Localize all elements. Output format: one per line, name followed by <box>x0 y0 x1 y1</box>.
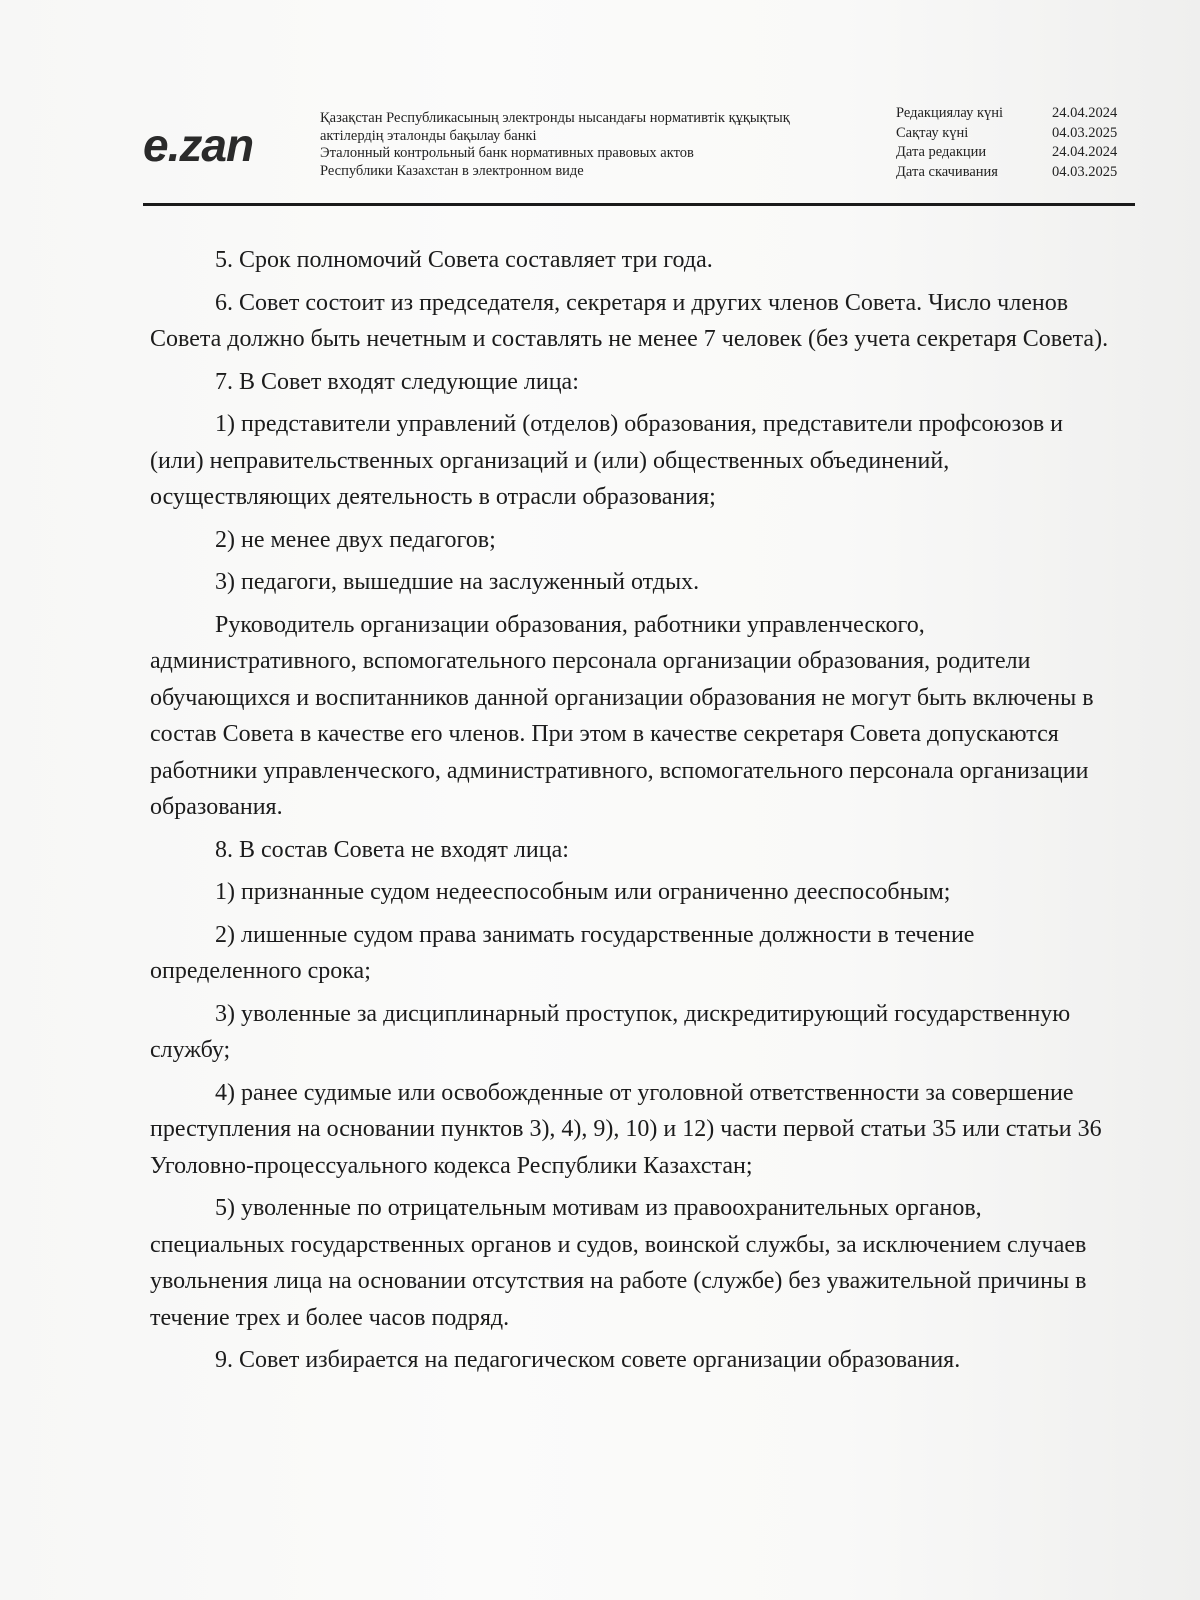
meta-row <box>896 143 1142 163</box>
paragraph: 6. Совет состоит из председателя, секретаря и других членов Совета. Число членов Совета должно быть нечетным и составлять не менее 7 человек (без учета секретаря Совета). <box>150 289 1109 352</box>
list-item: 3) уволенные за дисциплинарный проступок, дискредитирующий государственную службу; <box>150 1000 1071 1063</box>
meta-row <box>896 124 1142 144</box>
meta-row <box>896 163 1142 183</box>
meta-label: Дата скачивания <box>896 163 998 180</box>
list-item: 4) ранее судимые или освобожденные от уголовной ответственности за совершение преступления на основании пунктов 3), 4), 9), 10) и 12) части первой статьи 35 или статьи 36 Уголовно-процессуального кодекса Республики Казахстан; <box>150 1079 1102 1179</box>
list-item: 5) уволенные по отрицательным мотивам из правоохранительных органов, специальных государственных органов и судов, воинской службы, за исключением случаев увольнения лица на основании отсутствия на работе (службе) без уважительной причины в течение трех и более часов подряд. <box>150 1195 1087 1331</box>
meta-value: 24.04.2024 <box>1052 144 1118 160</box>
header-title-line: Қазақстан Республикасының электронды нысандағы нормативтік құқықтық <box>320 110 790 126</box>
header-divider <box>143 203 1135 206</box>
list-item: 3) педагоги, вышедшие на заслуженный отдых. <box>215 569 700 595</box>
paragraph: 9. Совет избирается на педагогическом совете организации образования. <box>215 1347 961 1373</box>
list-item: 1) представители управлений (отделов) образования, представители профсоюзов и (или) неправительственных организаций и (или) общественных объединений, осуществляющих деятельность в отрасли образования; <box>150 411 1063 510</box>
header-title-line: Эталонный контрольный банк нормативных правовых актов <box>320 145 694 161</box>
header-title-line: актілердің эталонды бақылау банкі <box>320 127 537 144</box>
header-title <box>320 110 860 180</box>
meta-label: Сақтау күні <box>896 124 969 141</box>
list-item: 2) лишенные судом права занимать государственные должности в течение определенного срока; <box>150 921 975 984</box>
document-body <box>150 242 1115 1385</box>
header-title-line: Республики Казахстан в электронном виде <box>320 162 584 179</box>
ezan-logo: e.zan <box>143 119 254 171</box>
meta-label: Редакциялау күні <box>896 105 1004 121</box>
meta-row <box>896 104 1142 124</box>
paragraph: 8. В состав Совета не входят лица: <box>215 836 569 863</box>
list-item: 2) не менее двух педагогов; <box>215 526 496 553</box>
meta-label: Дата редакции <box>896 144 987 160</box>
meta-value: 24.04.2024 <box>1052 105 1118 121</box>
meta-value: 04.03.2025 <box>1052 124 1118 141</box>
list-item: 1) признанные судом недееспособным или ограниченно дееспособным; <box>215 879 951 905</box>
edition-dates-table <box>896 104 1142 182</box>
paragraph: 5. Срок полномочий Совета составляет три года. <box>215 247 713 273</box>
paragraph: Руководитель организации образования, работники управленческого, административного, вспомогательного персонала организации образования, родители обучающихся и воспитанников данной организации образования не могут быть включены в состав Совета в качестве его членов. При этом в качестве секретаря Совета допускаются работники управленческого, административного, вспомогательного персонала организации образования. <box>150 611 1094 820</box>
paragraph: 7. В Совет входят следующие лица: <box>215 368 579 395</box>
meta-value: 04.03.2025 <box>1052 163 1118 180</box>
